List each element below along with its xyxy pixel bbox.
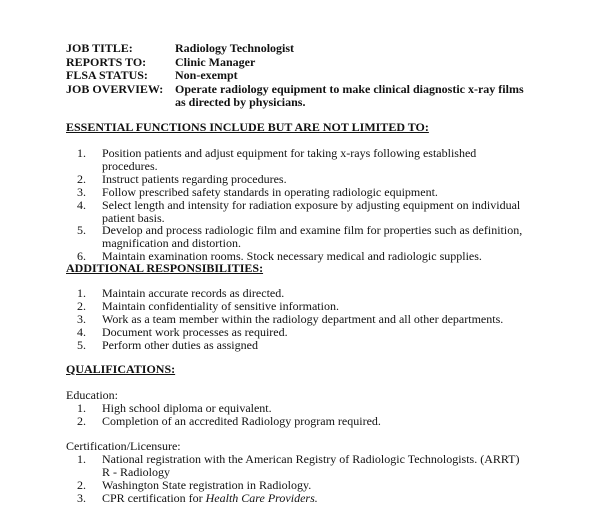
number: 1.: [77, 286, 86, 300]
label: REPORTS TO:: [66, 54, 147, 69]
list-item: [66, 147, 526, 173]
number: 5.: [77, 337, 86, 352]
list-item: [66, 339, 526, 352]
number: 2.: [77, 171, 86, 186]
number: 5.: [77, 223, 86, 238]
essential-functions-list: [66, 147, 526, 263]
text-italic: Health Care Providers.: [205, 490, 318, 505]
education-label: Education:: [66, 388, 118, 402]
qualifications-heading: QUALIFICATIONS:: [66, 362, 176, 376]
text: Perform other duties as assigned: [102, 337, 258, 352]
number: 6.: [77, 249, 86, 264]
value: Non-exempt: [175, 68, 238, 82]
text: Work as a team member within the radiology department and all other departments.: [102, 311, 504, 326]
additional-responsibilities-list: [66, 287, 526, 352]
text: Develop and process radiologic film and examine film for properties such as definition, magnification and distortion.: [102, 223, 523, 251]
education-list: [66, 402, 526, 428]
essential-functions-heading: ESSENTIAL FUNCTIONS INCLUDE BUT ARE NOT LIMITED TO:: [66, 120, 429, 134]
number: 3.: [77, 490, 86, 505]
text: National registration with the American Registry of Radiologic Technologists. (ARRT) R - Radiology: [102, 452, 520, 479]
text: Position patients and adjust equipment for taking x-rays following established procedures.: [102, 146, 477, 173]
number: 4.: [77, 324, 86, 339]
number: 1.: [77, 452, 86, 466]
text: Completion of an accredited Radiology program required.: [102, 413, 381, 428]
value: Radiology Technologist: [175, 41, 295, 55]
certification-label: Certification/Licensure:: [66, 439, 181, 453]
text: Washington State registration in Radiology.: [102, 477, 312, 492]
text: Maintain examination rooms. Stock necessary medical and radiologic supplies.: [102, 249, 482, 264]
text: Maintain accurate records as directed.: [102, 286, 285, 300]
additional-responsibilities-heading: ADDITIONAL RESPONSIBILITIES:: [66, 261, 264, 275]
text: Maintain confidentiality of sensitive information.: [102, 298, 339, 313]
value: Clinic Manager: [175, 54, 256, 69]
number: 1.: [77, 146, 86, 160]
text: Select length and intensity for radiation exposure by adjusting equipment on individual patient basis.: [102, 197, 521, 225]
value: Operate radiology equipment to make clinical diagnostic x-ray films as directed by physicians.: [175, 81, 524, 109]
label: JOB TITLE:: [66, 41, 133, 55]
list-item: [66, 199, 526, 225]
number: 3.: [77, 311, 86, 326]
number: 1.: [77, 401, 86, 415]
header-row-job-title: [66, 42, 525, 56]
header-row-reports-to: [66, 56, 525, 70]
list-item: [66, 453, 521, 479]
list-item: [66, 415, 526, 428]
header-row-flsa: [66, 69, 525, 83]
certification-list: [66, 453, 521, 505]
text: Document work processes as required.: [102, 324, 288, 339]
text: Instruct patients regarding procedures.: [102, 171, 287, 186]
label: JOB OVERVIEW:: [66, 81, 164, 96]
text: CPR certification for: [102, 490, 206, 505]
list-item: [66, 492, 521, 505]
number: 3.: [77, 184, 86, 199]
label: FLSA STATUS:: [66, 68, 148, 82]
list-item: [66, 224, 526, 250]
number: 4.: [77, 197, 86, 212]
text: High school diploma or equivalent.: [102, 401, 272, 415]
text: Follow prescribed safety standards in operating radiologic equipment.: [102, 184, 438, 199]
header-row-overview: [66, 83, 525, 110]
number: 2.: [77, 413, 86, 428]
number: 2.: [77, 298, 86, 313]
number: 2.: [77, 477, 86, 492]
job-header: [66, 42, 525, 110]
